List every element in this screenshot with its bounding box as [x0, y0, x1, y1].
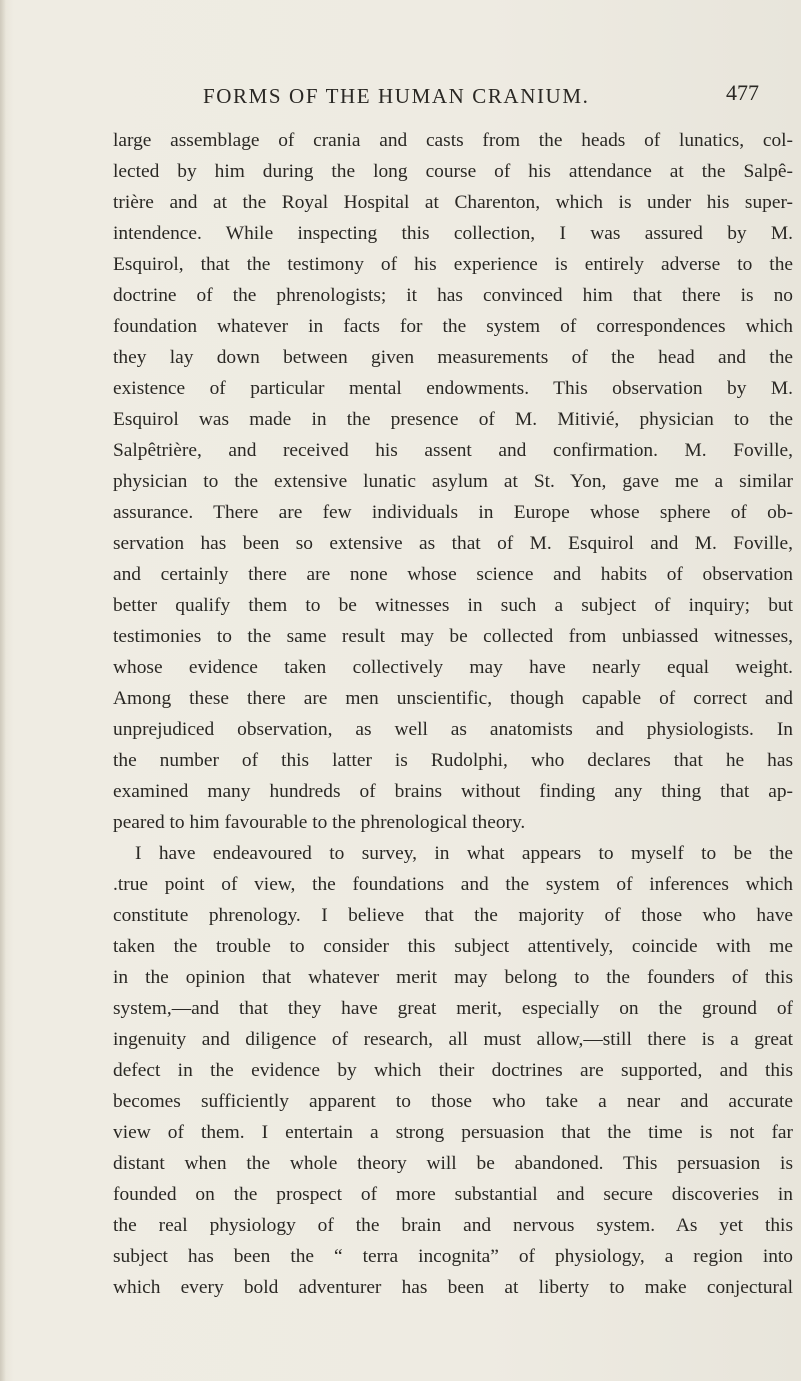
text-line: .true point of view, the foundations and the system of inferences which	[113, 874, 793, 895]
text-line: the real physiology of the brain and nervous system. As yet this	[113, 1215, 793, 1236]
text-line: unprejudiced observation, as well as anatomists and physiologists. In	[113, 719, 793, 740]
text-line: which every bold adventurer has been at liberty to make conjectural	[113, 1277, 793, 1298]
text-line: distant when the whole theory will be abandoned. This persuasion is	[113, 1153, 793, 1174]
text-line: taken the trouble to consider this subject attentively, coincide with me	[113, 936, 793, 957]
text-line: physician to the extensive lunatic asylum at St. Yon, gave me a similar	[113, 471, 793, 492]
text-line: in the opinion that whatever merit may belong to the founders of this	[113, 967, 793, 988]
page-gutter-shadow	[0, 0, 6, 1381]
text-line: trière and at the Royal Hospital at Charenton, which is under his super-	[113, 192, 793, 213]
text-line: subject has been the “ terra incognita” of physiology, a region into	[113, 1246, 793, 1267]
text-line: whose evidence taken collectively may have nearly equal weight.	[113, 657, 793, 678]
text-line: existence of particular mental endowments. This observation by M.	[113, 378, 793, 399]
text-line: large assemblage of crania and casts from the heads of lunatics, col-	[113, 130, 793, 151]
running-head	[0, 80, 801, 110]
text-line: doctrine of the phrenologists; it has convinced him that there is no	[113, 285, 793, 306]
text-line: system,—and that they have great merit, especially on the ground of	[113, 998, 793, 1019]
running-title: FORMS OF THE HUMAN CRANIUM.	[203, 84, 590, 108]
text-line: defect in the evidence by which their doctrines are supported, and this	[113, 1060, 793, 1081]
text-line: examined many hundreds of brains without finding any thing that ap-	[113, 781, 793, 802]
text-line: I have endeavoured to survey, in what appears to myself to be the	[135, 843, 793, 864]
text-line: founded on the prospect of more substantial and secure discoveries in	[113, 1184, 793, 1205]
text-line: Esquirol was made in the presence of M. Mitivié, physician to the	[113, 409, 793, 430]
text-line: Esquirol, that the testimony of his experience is entirely adverse to the	[113, 254, 793, 275]
text-line: Among these there are men unscientific, though capable of correct and	[113, 688, 793, 709]
text-line: lected by him during the long course of his attendance at the Salpê-	[113, 161, 793, 182]
text-line: assurance. There are few individuals in Europe whose sphere of ob-	[113, 502, 793, 523]
text-line: Salpêtrière, and received his assent and confirmation. M. Foville,	[113, 440, 793, 461]
text-line: constitute phrenology. I believe that the majority of those who have	[113, 905, 793, 926]
text-line: and certainly there are none whose science and habits of observation	[113, 564, 793, 585]
text-line: view of them. I entertain a strong persuasion that the time is not far	[113, 1122, 793, 1143]
text-line: servation has been so extensive as that of M. Esquirol and M. Foville,	[113, 533, 793, 554]
text-line: the number of this latter is Rudolphi, who declares that he has	[113, 750, 793, 771]
text-line: foundation whatever in facts for the system of correspondences which	[113, 316, 793, 337]
text-line: ingenuity and diligence of research, all must allow,—still there is a great	[113, 1029, 793, 1050]
page-number: 477	[726, 80, 759, 105]
text-line: becomes sufficiently apparent to those who take a near and accurate	[113, 1091, 793, 1112]
text-line: peared to him favourable to the phrenological theory.	[113, 812, 526, 833]
text-line: better qualify them to be witnesses in such a subject of inquiry; but	[113, 595, 793, 616]
text-line: testimonies to the same result may be collected from unbiassed witnesses,	[113, 626, 793, 647]
text-line: they lay down between given measurements of the head and the	[113, 347, 793, 368]
text-line: intendence. While inspecting this collection, I was assured by M.	[113, 223, 793, 244]
